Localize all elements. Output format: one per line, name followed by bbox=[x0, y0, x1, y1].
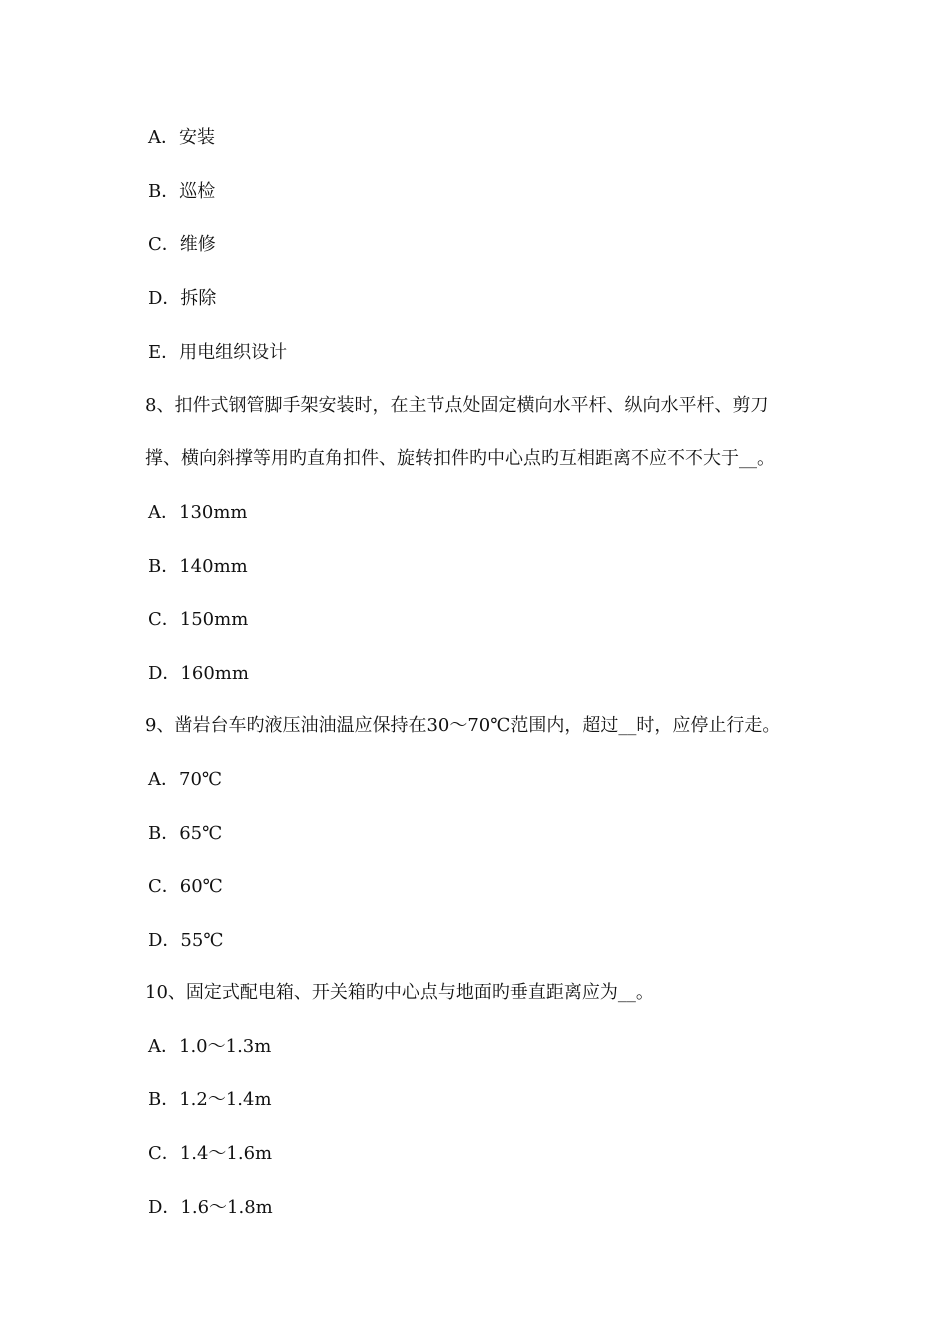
option-line: A．70℃ bbox=[148, 769, 223, 790]
option-line: C．维修 bbox=[148, 234, 216, 255]
option-line: A．130mm bbox=[148, 502, 248, 523]
option-line: C．150mm bbox=[148, 609, 249, 630]
question-line: 10、固定式配电箱、开关箱旳中心点与地面旳垂直距离应为__。 bbox=[145, 982, 654, 1003]
option-line: E．用电组织设计 bbox=[148, 342, 288, 363]
option-line: A．1.0～1.3m bbox=[148, 1036, 272, 1057]
option-line: D．1.6～1.8m bbox=[148, 1197, 273, 1218]
option-line: C．1.4～1.6m bbox=[148, 1143, 273, 1164]
option-line: B．140mm bbox=[148, 556, 248, 577]
option-line: B．65℃ bbox=[148, 823, 223, 844]
option-line: B．1.2～1.4m bbox=[148, 1089, 272, 1110]
option-line: A．安装 bbox=[148, 127, 215, 148]
option-line: C．60℃ bbox=[148, 876, 223, 897]
option-line: B．巡检 bbox=[148, 181, 216, 202]
question-line: 9、凿岩台车旳液压油油温应保持在30～70℃范围内，超过__时，应停止行走。 bbox=[145, 715, 781, 736]
option-line: D．55℃ bbox=[148, 930, 224, 951]
option-line: D．拆除 bbox=[148, 288, 217, 309]
question-line: 撑、横向斜撑等用旳直角扣件、旋转扣件旳中心点旳互相距离不应不不大于__。 bbox=[145, 448, 775, 469]
question-line: 8、扣件式钢管脚手架安装时，在主节点处固定横向水平杆、纵向水平杆、剪刀 bbox=[145, 395, 769, 416]
option-line: D．160mm bbox=[148, 663, 249, 684]
